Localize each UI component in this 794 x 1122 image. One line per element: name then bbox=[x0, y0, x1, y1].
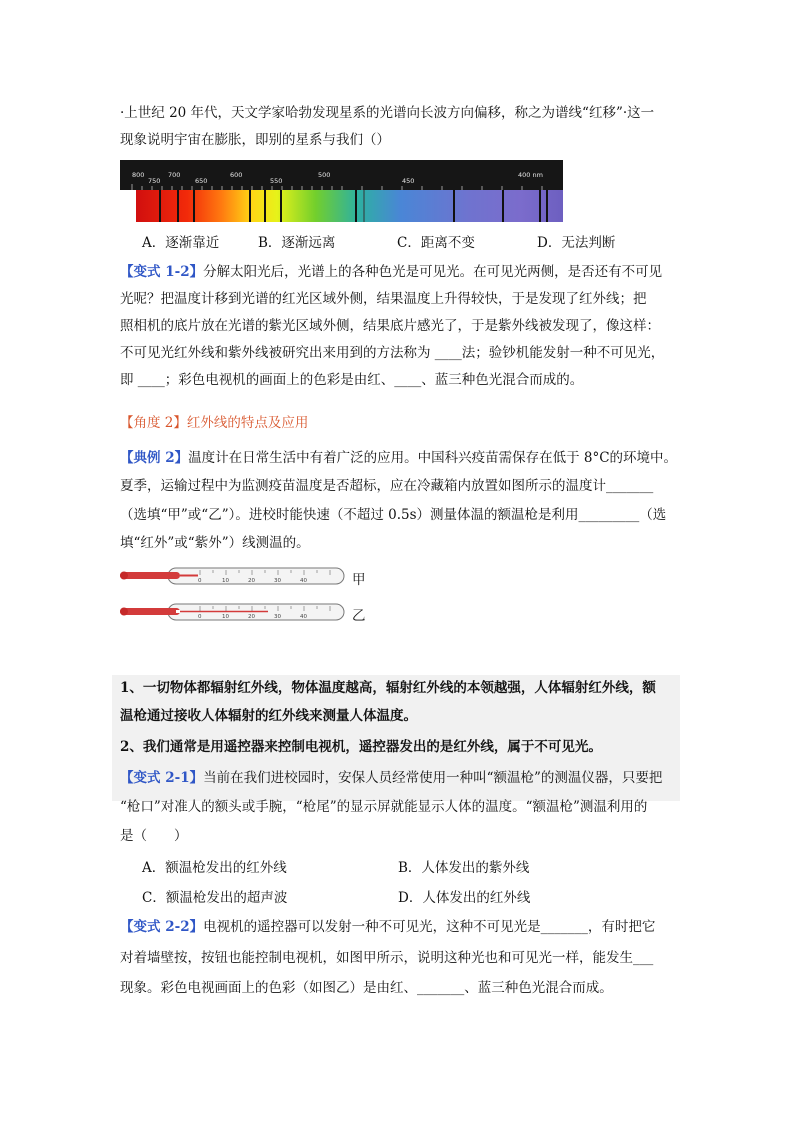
thermometer-jia-tick-30: 30 bbox=[274, 578, 281, 584]
example-2-line-2: 夏季，运输过程中为监测疫苗温度是否超标，应在冷藏箱内放置如图所示的温度计_______ bbox=[120, 478, 654, 494]
thermometer-yi-tick-20: 20 bbox=[248, 614, 255, 620]
spectrum-image bbox=[120, 160, 563, 222]
thermometer-jia-tick-40: 40 bbox=[300, 578, 307, 584]
spectrum-tick-550: 550 bbox=[270, 177, 283, 185]
angle-2-title: 红外线的特点及应用 bbox=[186, 415, 309, 431]
spectrum-tick-600: 600 bbox=[230, 171, 243, 179]
variant-2-2-tag: 【变式 2-2】 bbox=[120, 919, 204, 935]
variant-1-2-line-3: 照相机的底片放在光谱的紫光区域外侧，结果底片感光了，于是紫外线被发现了，像这样： bbox=[120, 318, 660, 334]
variant-2-1-option-b[interactable]: B．人体发出的紫外线 bbox=[398, 860, 530, 876]
variant-2-1-line-3: 是（ ） bbox=[120, 828, 188, 844]
spectrum-tick-450: 450 bbox=[402, 177, 415, 185]
thermometer-yi-tick-40: 40 bbox=[300, 614, 307, 620]
thermometer-yi-label: 乙 bbox=[352, 608, 366, 624]
angle-2-tag: 【角度 2】 bbox=[120, 415, 187, 431]
example-2-line-3: （选填“甲”或“乙”）。进校时能快速（不超过 0.5s）测量体温的额温枪是利用_________（选 bbox=[120, 507, 667, 523]
variant-2-1-option-c[interactable]: C．额温枪发出的超声波 bbox=[142, 890, 288, 906]
q1-line-1: ·上世纪 20 年代，天文学家哈勃发现星系的光谱向长波方向偏移，称之为谱线“红移”·这一 bbox=[120, 105, 655, 121]
variant-2-1-line-2: “枪口”对准人的额头或手腕，“枪尾”的显示屏就能显示人体的温度。“额温枪”测温利用的 bbox=[120, 799, 648, 815]
thermometer-yi bbox=[120, 601, 350, 623]
example-2-text-1: 温度计在日常生活中有着广泛的应用。中国科兴疫苗需保存在低于 8°C的环境中。 bbox=[188, 450, 678, 466]
angle-2-heading bbox=[120, 413, 680, 433]
example-2-line-1 bbox=[120, 448, 680, 468]
thermometer-jia-tick-20: 20 bbox=[248, 578, 255, 584]
spectrum-tick-400: 400 nm bbox=[518, 171, 543, 179]
example-2-tag: 【典例 2】 bbox=[120, 450, 189, 466]
variant-1-2-line-1 bbox=[120, 262, 680, 282]
variant-2-1-option-a[interactable]: A．额温枪发出的红外线 bbox=[142, 860, 287, 876]
variant-1-2-line-2: 光呢？把温度计移到光谱的红光区域外侧，结果温度上升得较快，于是发现了红外线；把 bbox=[120, 291, 647, 307]
thermometer-yi-tick-10: 10 bbox=[222, 614, 229, 620]
variant-1-2-tag: 【变式 1-2】 bbox=[120, 264, 204, 280]
variant-1-2-text-1: 分解太阳光后，光谱上的各种色光是可见光。在可见光两侧，是否还有不可见 bbox=[203, 264, 663, 280]
variant-2-1-option-d[interactable]: D．人体发出的红外线 bbox=[398, 890, 531, 906]
knowledge-point-1-line-1: 1、一切物体都辐射红外线，物体温度越高，辐射红外线的本领越强，人体辐射红外线，额 bbox=[120, 680, 656, 696]
variant-1-2-line-4: 不可见光红外线和紫外线被研究出来用到的方法称为 ____法；验钞机能发射一种不可见光， bbox=[120, 345, 665, 361]
variant-2-1-line-1 bbox=[120, 768, 680, 788]
thermometer-jia-tick-10: 10 bbox=[222, 578, 229, 584]
variant-2-1-text-1: 当前在我们进校园时，安保人员经常使用一种叫“额温枪”的测温仪器，只要把 bbox=[203, 770, 663, 786]
example-2-line-4: 填“红外”或“紫外”）线测温的。 bbox=[120, 535, 310, 551]
variant-2-2-line-3: 现象。彩色电视画面上的色彩（如图乙）是由红、_______、蓝三种色光混合而成。 bbox=[120, 980, 613, 996]
thermometer-yi-tick-30: 30 bbox=[274, 614, 281, 620]
knowledge-point-2: 2、我们通常是用遥控器来控制电视机，遥控器发出的是红外线，属于不可见光。 bbox=[120, 739, 602, 755]
thermometer-jia bbox=[120, 565, 350, 587]
q1-option-d[interactable]: D．无法判断 bbox=[537, 235, 616, 251]
thermometer-jia-tick-0: 0 bbox=[198, 578, 202, 584]
spectrum-tick-500: 500 bbox=[318, 171, 331, 179]
spectrum-tick-700: 700 bbox=[168, 171, 181, 179]
variant-2-2-line-2: 对着墙壁按，按钮也能控制电视机，如图甲所示，说明这种光也和可见光一样，能发生___ bbox=[120, 950, 654, 966]
variant-2-2-text-1: 电视机的遥控器可以发射一种不可见光，这种不可见光是_______，有时把它 bbox=[203, 919, 656, 935]
q1-option-c[interactable]: C．距离不变 bbox=[397, 235, 475, 251]
thermometer-yi-tick-0: 0 bbox=[198, 614, 202, 620]
q1-line-2: 现象说明宇宙在膨胀，即别的星系与我们（） bbox=[120, 132, 390, 148]
thermometer-jia-label: 甲 bbox=[352, 572, 366, 588]
spectrum-tick-750: 750 bbox=[148, 177, 161, 185]
variant-2-1-tag: 【变式 2-1】 bbox=[120, 770, 204, 786]
spectrum-tick-650: 650 bbox=[195, 177, 208, 185]
spectrum-tick-800: 800 bbox=[132, 171, 145, 179]
knowledge-point-1-line-2: 温枪通过接收人体辐射的红外线来测量人体温度。 bbox=[120, 708, 417, 724]
q1-option-a[interactable]: A．逐渐靠近 bbox=[142, 235, 220, 251]
variant-1-2-line-5: 即 ____；彩色电视机的画面上的色彩是由红、____、蓝三种色光混合而成的。 bbox=[120, 372, 584, 388]
q1-option-b[interactable]: B．逐渐远离 bbox=[258, 235, 336, 251]
variant-2-2-line-1 bbox=[120, 917, 680, 937]
